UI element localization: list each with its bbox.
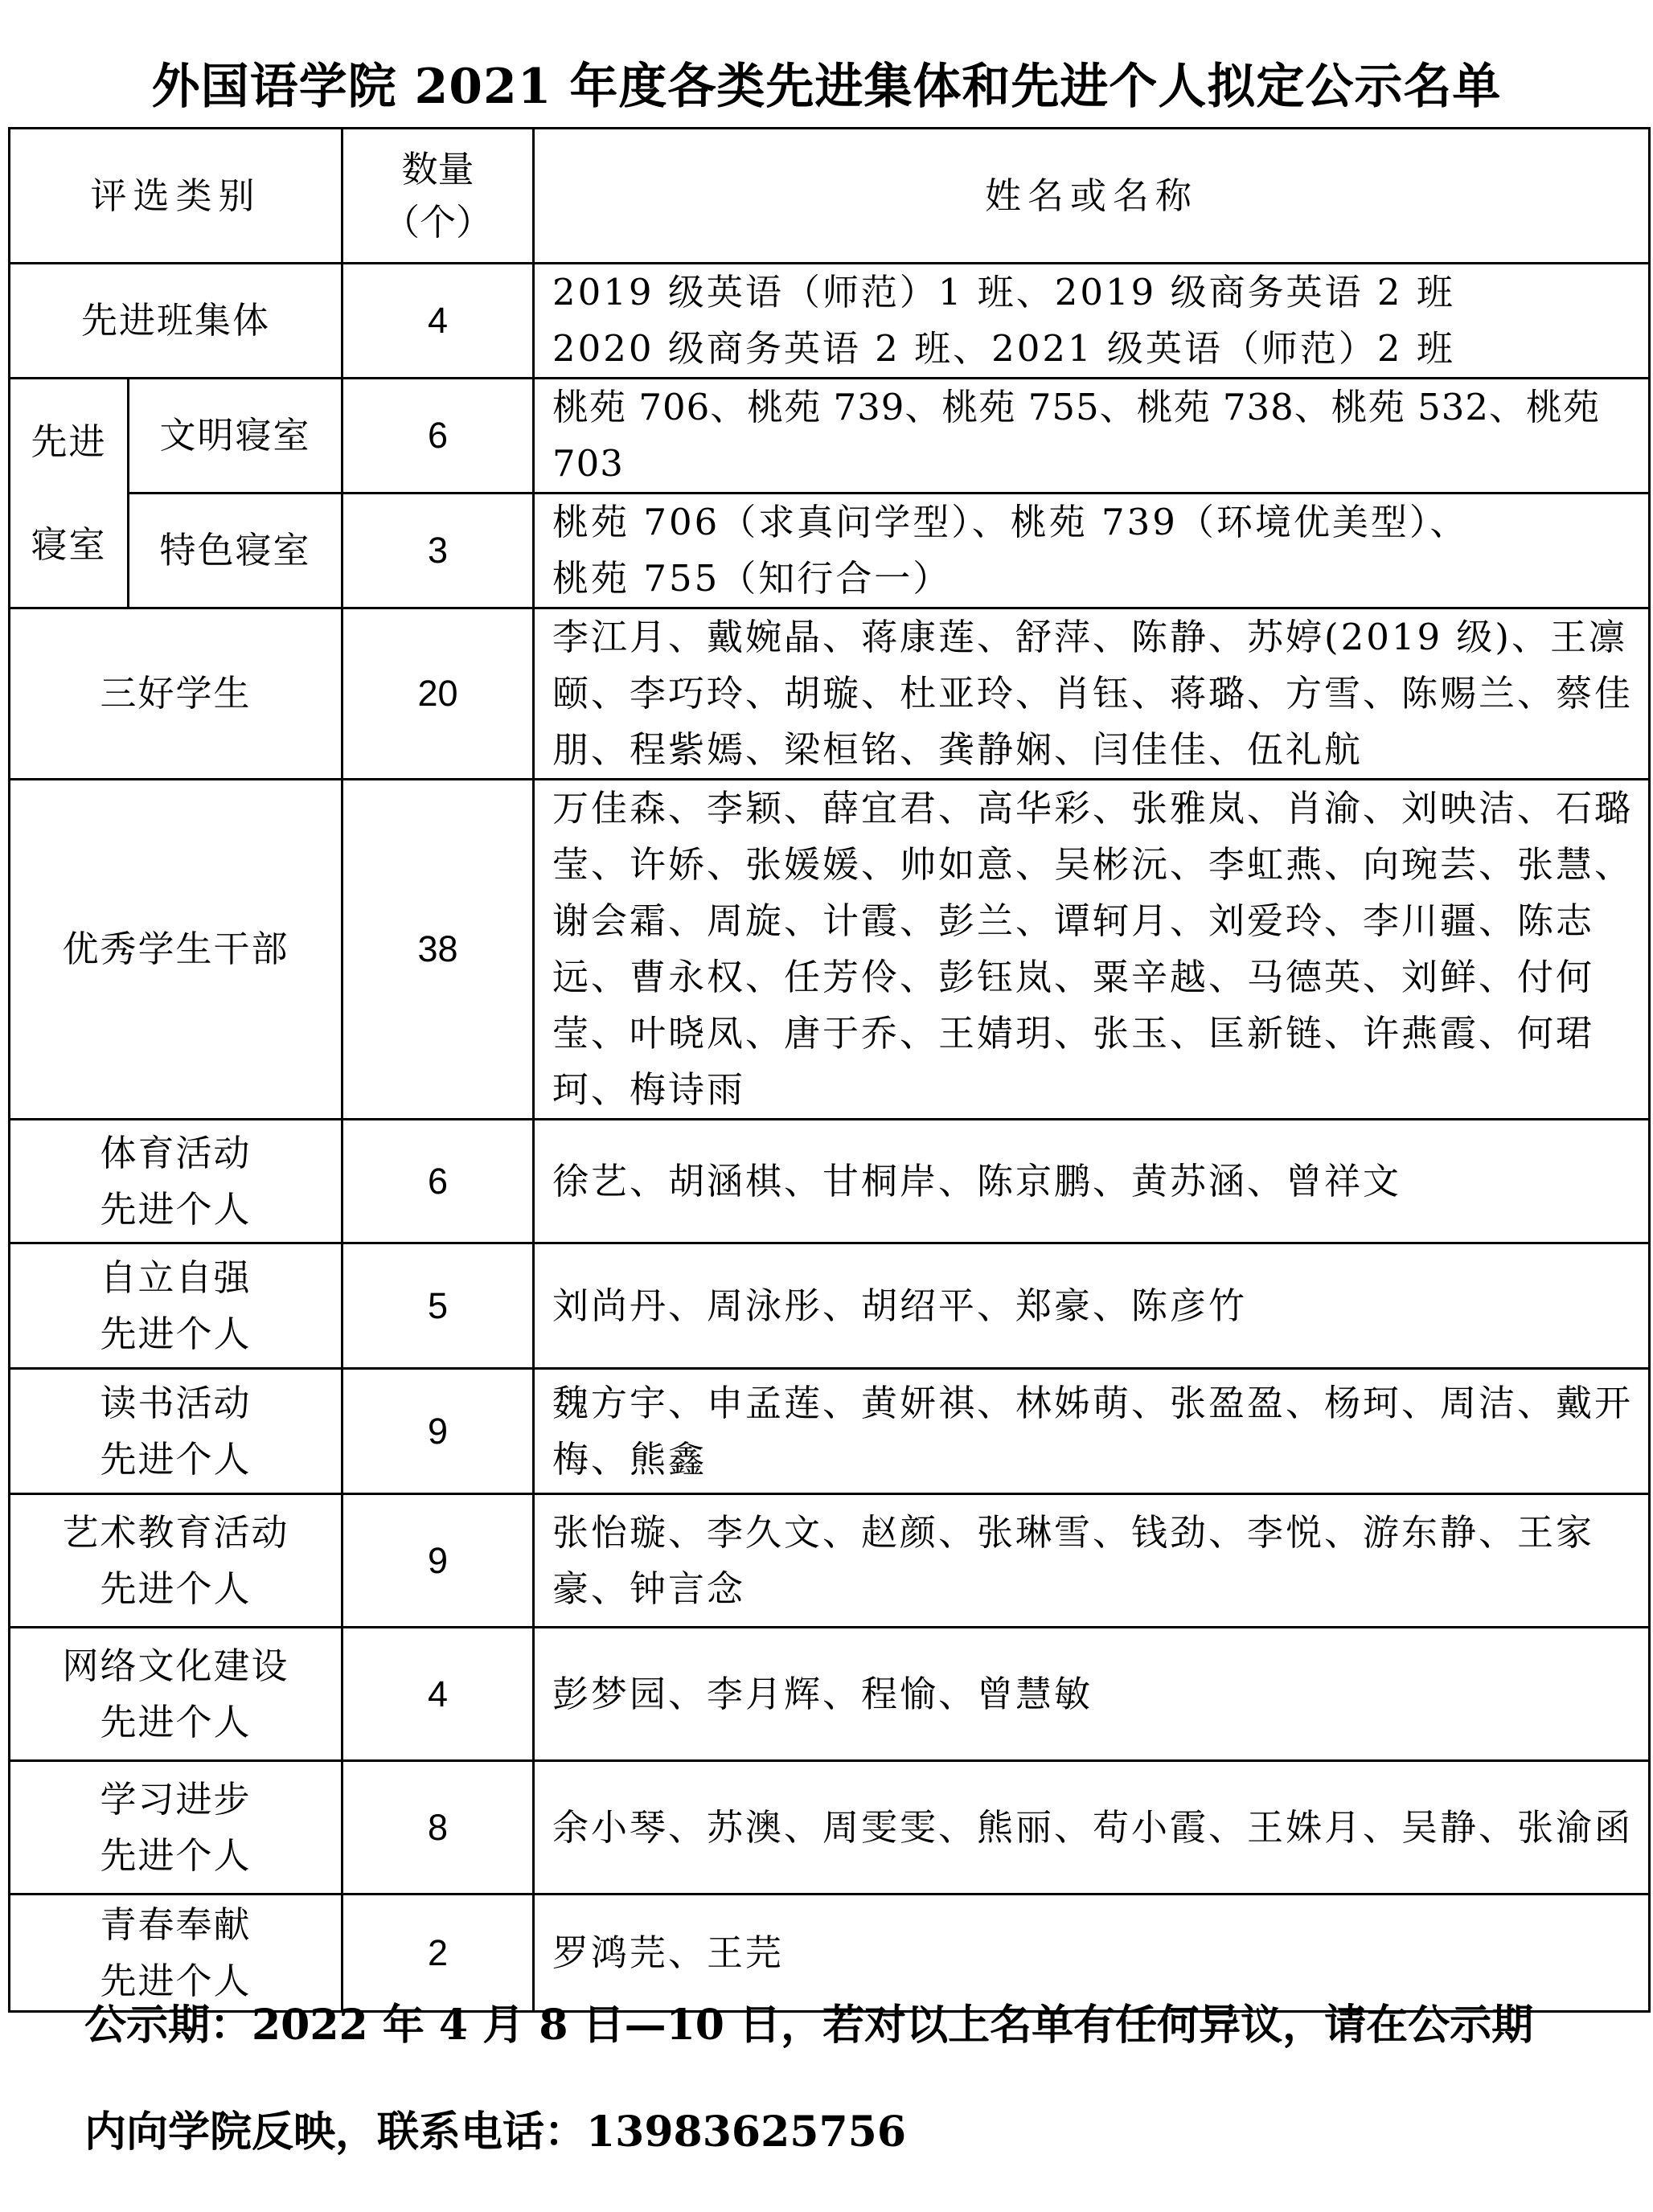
table-row [10, 1895, 1650, 2012]
document-title: 外国语学院 2021 年度各类先进集体和先进个人拟定公示名单 [151, 59, 1502, 115]
row-category [10, 1895, 342, 2012]
dorm-group-line2: 寝室 [31, 522, 107, 566]
row-category [10, 1494, 342, 1628]
row-count: 8 [342, 1761, 534, 1895]
row-category: 优秀学生干部 [10, 780, 342, 1120]
table-row [10, 780, 1650, 1120]
row-category-line2: 先进个人 [100, 1187, 252, 1231]
row-names: 魏方宇、申孟莲、黄妍祺、林姊萌、张盈盈、杨珂、周洁、戴开梅、熊鑫 [534, 1369, 1650, 1494]
row-names: 余小琴、苏澳、周雯雯、熊丽、苟小霞、王姝月、吴静、张渝函 [534, 1761, 1650, 1895]
row-names: 徐艺、胡涵棋、甘桐岸、陈京鹏、黄苏涵、曾祥文 [534, 1120, 1650, 1243]
row-category [10, 1761, 342, 1895]
row-category-line1: 青春奉献 [100, 1903, 252, 1946]
notice-line-1: 公示期：2022 年 4 月 8 日—10 日，若对以上名单有任何异议，请在公示期 [84, 2001, 1534, 2050]
row-category: 先进班集体 [10, 264, 342, 379]
row-names: 桃苑 706（求真问学型）、桃苑 739（环境优美型）、 桃苑 755（知行合一） [534, 494, 1650, 608]
row-names: 2019 级英语（师范）1 班、2019 级商务英语 2 班 2020 级商务英语 2 班、2021 级英语（师范）2 班 [534, 264, 1650, 379]
row-category [10, 1120, 342, 1243]
row-names: 张怡璇、李久文、赵颜、张琳雪、钱劲、李悦、游东静、王家豪、钟言念 [534, 1494, 1650, 1628]
row-count: 2 [342, 1895, 534, 2012]
row-names: 李江月、戴婉晶、蒋康莲、舒萍、陈静、苏婷(2019 级)、王凛颐、李巧玲、胡璇、杜亚玲、肖钰、蒋璐、方雪、陈赐兰、蔡佳朋、程紫嫣、梁桓铭、龚静娴、闫佳佳、伍礼航 [534, 608, 1650, 780]
row-category-line2: 先进个人 [100, 1437, 252, 1481]
table-row [10, 264, 1650, 379]
header-count [342, 129, 534, 264]
row-names: 万佳森、李颖、薛宜君、高华彩、张雅岚、肖渝、刘映洁、石璐莹、许娇、张媛媛、帅如意、吴彬沅、李虹燕、向琬芸、张慧、谢会霜、周旋、计霞、彭兰、谭轲月、刘爱玲、李川疆、陈志远、曹永权、任芳伶、彭钰岚、粟辛越、马德英、刘鲜、付何莹、叶晓凤、唐于乔、王婧玥、张玉、匡新链、许燕霞、何珺珂、梅诗雨 [534, 780, 1650, 1120]
table-row [10, 1243, 1650, 1369]
award-list-table [8, 127, 1651, 2013]
row-count: 4 [342, 264, 534, 379]
row-category: 三好学生 [10, 608, 342, 780]
table-header-row [10, 129, 1650, 264]
row-category: 特色寝室 [129, 494, 342, 608]
table-row [10, 1120, 1650, 1243]
table-row [10, 1494, 1650, 1628]
row-category-line2: 先进个人 [100, 1567, 252, 1610]
row-count: 38 [342, 780, 534, 1120]
row-category [10, 1369, 342, 1494]
table-row [10, 494, 1650, 608]
row-count: 6 [342, 379, 534, 494]
row-names: 桃苑 706、桃苑 739、桃苑 755、桃苑 738、桃苑 532、桃苑 703 [534, 379, 1650, 494]
row-category [10, 1628, 342, 1761]
table-row [10, 1628, 1650, 1761]
row-category-line1: 学习进步 [100, 1777, 252, 1821]
row-count: 9 [342, 1369, 534, 1494]
row-category-line1: 读书活动 [100, 1381, 252, 1424]
row-category-line1: 自立自强 [100, 1256, 252, 1299]
header-count-line1: 数量 [401, 147, 474, 190]
row-category: 文明寝室 [129, 379, 342, 494]
dorm-group-line1: 先进 [31, 420, 107, 463]
row-category-line2: 先进个人 [100, 1959, 252, 2002]
table-row [10, 379, 1650, 494]
row-count: 4 [342, 1628, 534, 1761]
row-names: 彭梦园、李月辉、程愉、曾慧敏 [534, 1628, 1650, 1761]
header-category: 评选类别 [10, 129, 342, 264]
row-count: 5 [342, 1243, 534, 1369]
row-category-line2: 先进个人 [100, 1833, 252, 1877]
row-category-line1: 体育活动 [100, 1131, 252, 1174]
table-row [10, 1369, 1650, 1494]
row-count: 3 [342, 494, 534, 608]
header-count-line2: （个） [384, 200, 493, 244]
row-category-line2: 先进个人 [100, 1312, 252, 1355]
header-names: 姓名或名称 [534, 129, 1650, 264]
row-count: 9 [342, 1494, 534, 1628]
table-row [10, 1761, 1650, 1895]
dorm-group-label [10, 379, 129, 608]
row-count: 6 [342, 1120, 534, 1243]
row-category [10, 1243, 342, 1369]
row-category-line1: 网络文化建设 [62, 1644, 289, 1687]
row-category-line2: 先进个人 [100, 1700, 252, 1743]
row-names: 罗鸿芫、王芫 [534, 1895, 1650, 2012]
row-names: 刘尚丹、周泳彤、胡绍平、郑豪、陈彦竹 [534, 1243, 1650, 1369]
row-count: 20 [342, 608, 534, 780]
notice-line-2: 内向学院反映，联系电话：13983625756 [84, 2108, 906, 2157]
row-category-line1: 艺术教育活动 [62, 1510, 289, 1554]
table-row [10, 608, 1650, 780]
